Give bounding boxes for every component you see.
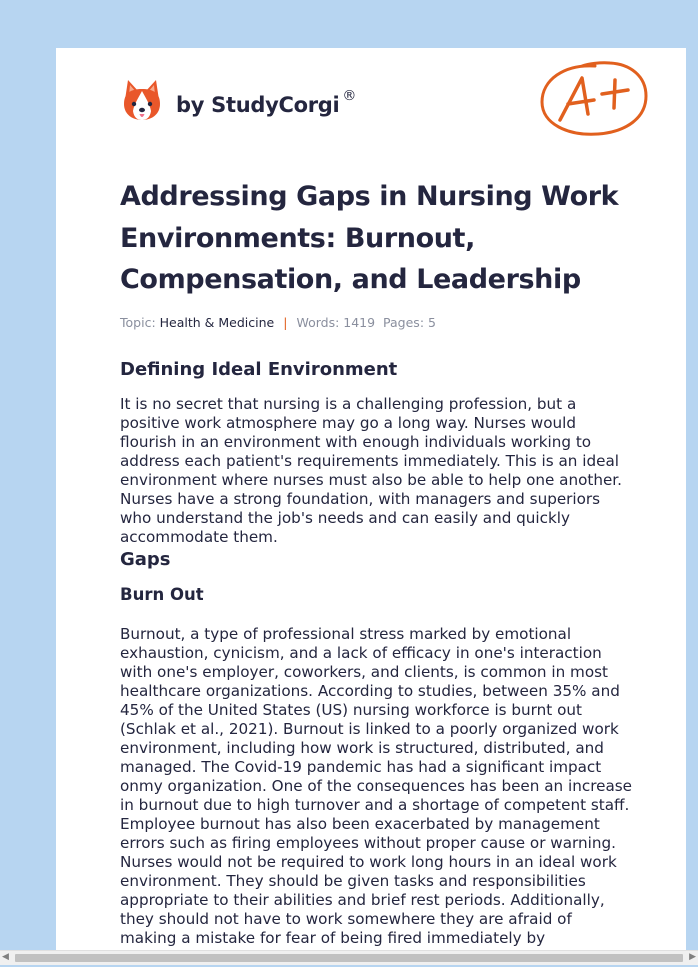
registered-mark: ® (342, 87, 357, 104)
article-title: Addressing Gaps in Nursing Work Environments: Burnout, Compensation, and Leadership (120, 181, 619, 295)
topic-label: Topic: (120, 314, 156, 330)
article-meta (120, 315, 632, 330)
page-count: Pages: 5 (383, 314, 436, 330)
subheading-burn-out: Burn Out (120, 584, 204, 604)
paragraph-ideal-environment: It is no secret that nursing is a challenging profession, but a positive work atmosphere may go a long way. Nurses would flourish in an environment with enough individuals working to address each patient's requirements immediately. This is an ideal environment where nurses must also be able to help one another. Nurses have a strong foundation, with managers and superiors who understand the job's needs and can easily and quickly accommodate them. (120, 394, 622, 546)
brand-name: by StudyCorgi ® (176, 87, 357, 117)
word-count: Words: 1419 (296, 314, 376, 330)
horizontal-scrollbar[interactable] (0, 950, 698, 965)
grade-a-plus-badge (538, 58, 650, 144)
topic-link[interactable]: Health & Medicine (159, 314, 275, 330)
scroll-left-arrow-icon[interactable]: ◀ (2, 952, 9, 962)
meta-separator: | (283, 314, 288, 330)
article (120, 176, 632, 967)
corgi-icon (122, 78, 162, 122)
section-heading-ideal-environment: Defining Ideal Environment (120, 358, 398, 380)
scroll-right-arrow-icon[interactable]: ▶ (689, 952, 696, 962)
document-page (56, 48, 686, 950)
section-heading-gaps: Gaps (120, 548, 171, 570)
paragraph-burnout: Burnout, a type of professional stress marked by emotional exhaustion, cynicism, and a lack of efficacy in one's interaction with one's employer, coworkers, and clients, is common in most healthcare organizations. According to studies, between 35% and 45% of the United States (US) nursing workforce is burnt out (Schlak et al., 2021). Burnout is linked to a poorly organized work environment, including how work is structured, distributed, and managed. The Covid-19 pandemic has had a significant impact onmy organization. One of the consequences has been an increase in burnout due to high turnover and a shortage of competent staff. Employee burnout has also been exacerbated by management errors such as firing employees without proper cause or warning. Nurses would not be required to work long hours in an ideal work environment. They should be given tasks and responsibilities appropriate to their abilities and brief rest periods. Additionally, they should not have to work somewhere they are afraid of making a mistake for fear of being fired immediately by (120, 624, 633, 947)
scrollbar-thumb[interactable] (15, 954, 683, 962)
studycorgi-logo[interactable] (122, 78, 356, 122)
a-plus-icon (538, 58, 650, 140)
